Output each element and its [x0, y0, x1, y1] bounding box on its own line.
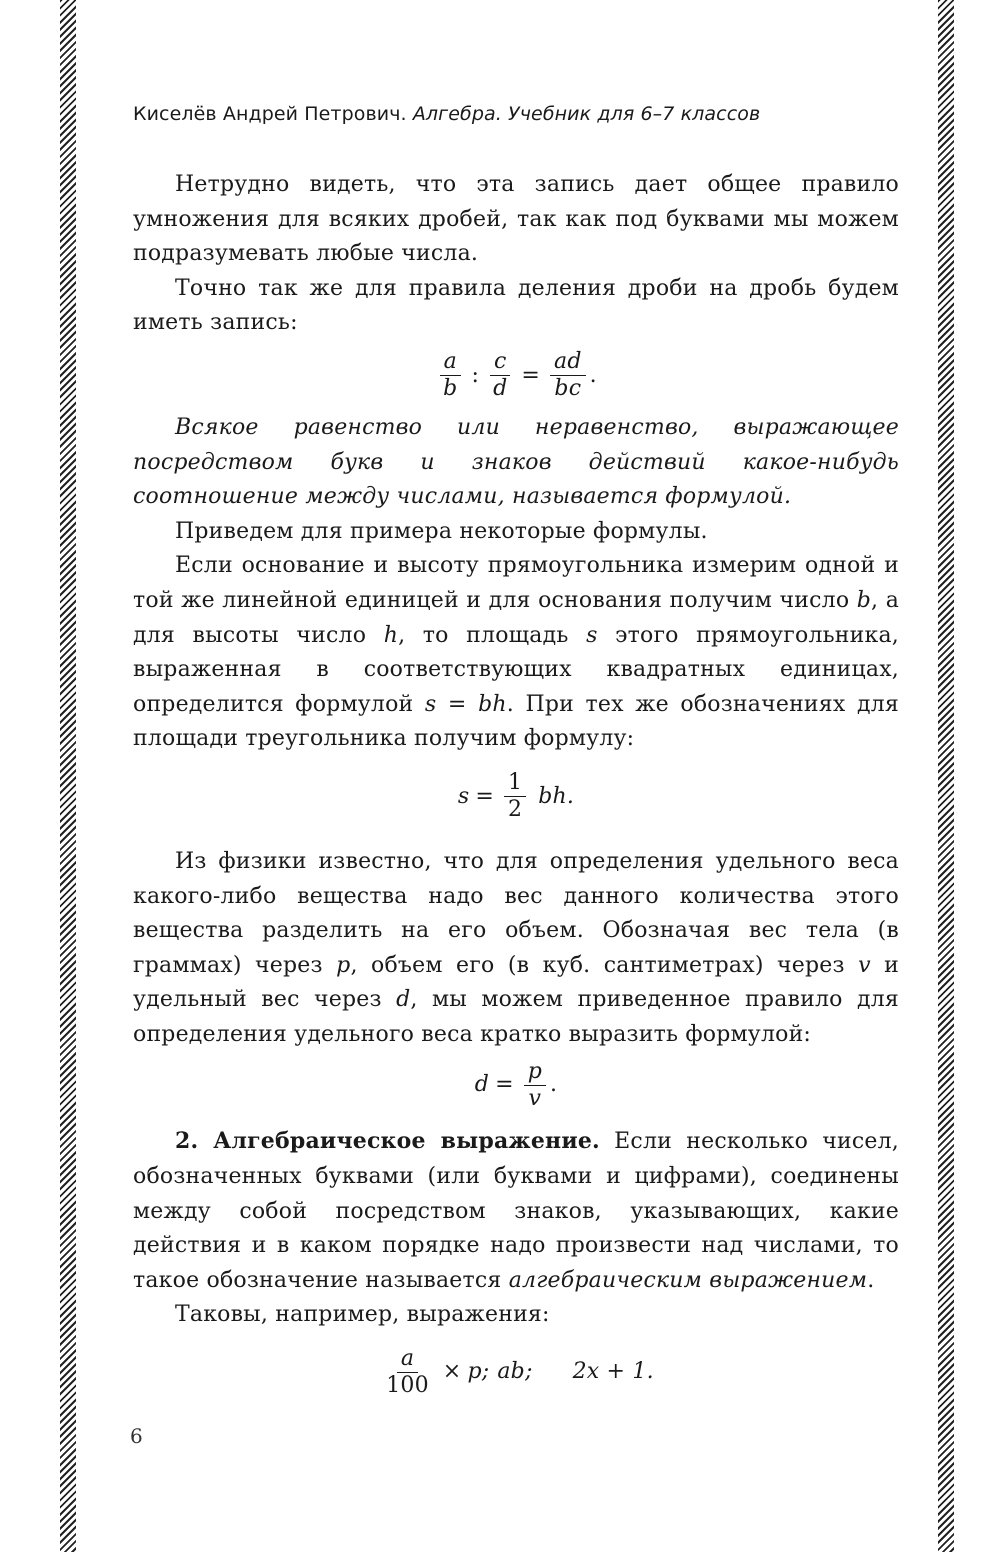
formula-period: .	[550, 1072, 558, 1098]
running-header	[133, 103, 913, 125]
paragraph-rectangle-area	[133, 549, 899, 757]
text-run: , объем его (в куб. сантиметрах) через	[350, 952, 859, 978]
var-p: p	[336, 952, 351, 978]
example-p: p;	[467, 1358, 490, 1384]
text-run: , а для высоты число	[133, 587, 900, 648]
paragraph-formula-definition	[133, 411, 899, 515]
equals-sign: =	[495, 1072, 514, 1098]
formula-lhs: s	[457, 783, 470, 809]
header-title: Алгебра. Учебник для 6–7 классов	[412, 103, 761, 125]
section-heading: 2. Алгебраическое выражение.	[175, 1128, 600, 1155]
decorative-border-left	[60, 0, 76, 1552]
example-2x-plus-1: 2x + 1.	[572, 1358, 654, 1384]
formula-density	[133, 1052, 899, 1118]
var-s: s	[586, 622, 598, 648]
fraction-p-over-v	[524, 1059, 546, 1112]
text-run: , то площадь	[398, 622, 587, 648]
fraction-a-over-b	[439, 349, 461, 402]
formula-triangle-area	[133, 761, 899, 833]
fraction-numerator: 1	[504, 770, 526, 797]
paragraph-examples-intro: Приведем для примера некоторые формулы.	[175, 518, 708, 544]
fraction-one-half	[504, 770, 526, 823]
var-h: h	[383, 622, 399, 648]
text-run: Если несколько чисел, обозначенных буквами (или буквами и цифрами), соединены между собой посредством знаков, указывающих, какие действия и в каком порядке надо произвести над числами, то такое обозначение называется	[133, 1129, 899, 1293]
text-run: и удельный вес через	[133, 952, 899, 1013]
header-author: Киселёв Андрей Петрович.	[133, 103, 407, 125]
equals-sign: =	[521, 362, 541, 388]
fraction-denominator: 2	[508, 797, 523, 823]
formula-lhs: d	[474, 1072, 490, 1098]
var-v: v	[858, 952, 871, 978]
text-run: этого прямоугольника, выраженная в соответствующих квадратных единицах, определится формулой	[133, 622, 899, 717]
term-algebraic-expression: алгебраическим выражением	[508, 1267, 868, 1293]
fraction-numerator: ad	[550, 349, 586, 376]
fraction-numerator: a	[397, 1346, 418, 1373]
paragraph-multiplication-rule: Нетрудно видеть, что эта запись дает общее правило умножения для всяких дробей, так как под буквами мы можем подразумевать любые числа.	[133, 172, 899, 267]
equals-sign: =	[475, 783, 495, 809]
fraction-c-over-d	[489, 349, 511, 402]
text-run: Если основание и высоту прямоугольника измерим одной и той же линейной единицей и для основания получим число	[133, 553, 899, 613]
text-run: . При тех же обозначениях для площади треугольника получим формулу:	[133, 691, 899, 752]
fraction-denominator: v	[528, 1085, 542, 1111]
page-number: 6	[130, 1424, 143, 1448]
fraction-denominator: bc	[554, 376, 582, 402]
division-colon: :	[471, 362, 480, 388]
text-run: , мы можем приведенное правило для определения удельного веса кратко выразить формулой:	[133, 987, 899, 1047]
paragraph-algebraic-expression	[133, 1124, 899, 1298]
text-run: .	[867, 1267, 875, 1293]
fraction-ad-over-bc	[550, 349, 586, 402]
main-text	[133, 168, 899, 1405]
example-ab: ab;	[497, 1358, 533, 1384]
paragraph-division-intro: Точно так же для правила деления дроби на дробь будем иметь запись:	[133, 275, 899, 336]
decorative-border-right	[938, 0, 954, 1552]
fraction-denominator: d	[493, 376, 508, 402]
fraction-numerator: c	[490, 349, 511, 376]
definition-text: Всякое равенство или неравенство, выражающее посредством букв и знаков действий какое-нибудь соотношение между числами, называется формулой.	[133, 414, 899, 510]
fraction-denominator: b	[443, 376, 458, 402]
formula-division	[133, 341, 899, 411]
text-run: Из физики известно, что для определения удельного веса какого-либо вещества надо вес данного количества этого вещества разделить на его объем. Обозначая вес тела (в граммах) через	[133, 848, 899, 978]
formula-period: .	[589, 362, 597, 388]
formula-rhs: bh.	[538, 783, 575, 809]
fraction-a-over-100	[382, 1346, 433, 1399]
paragraph-density	[133, 845, 899, 1053]
fraction-numerator: a	[440, 349, 461, 376]
fraction-denominator: 100	[386, 1372, 429, 1398]
inline-formula-area: s = bh	[424, 691, 507, 717]
times-sign: ×	[442, 1358, 462, 1384]
fraction-numerator: p	[524, 1059, 546, 1086]
var-b: b	[856, 587, 872, 613]
var-d: d	[396, 987, 411, 1013]
formula-examples	[133, 1339, 899, 1405]
paragraph-examples: Таковы, например, выражения:	[175, 1302, 550, 1328]
